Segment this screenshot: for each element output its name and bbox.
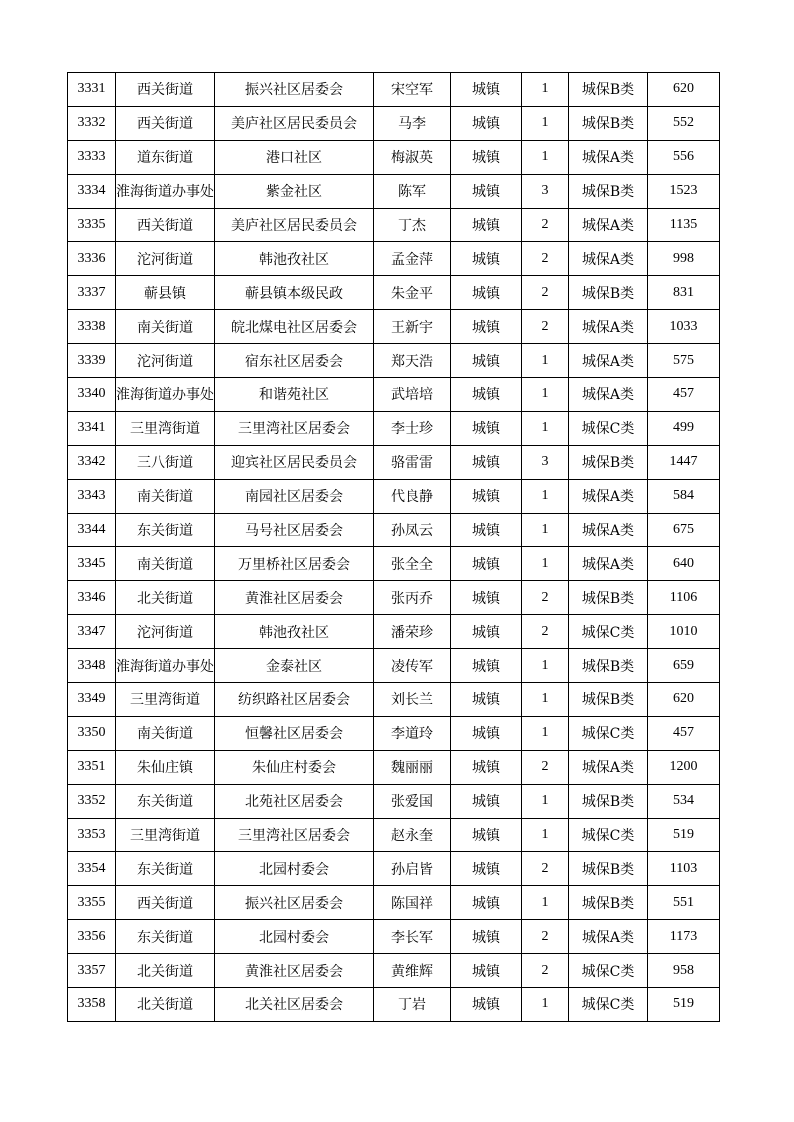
amount-cell: 675: [648, 513, 720, 547]
community-cell: 韩池孜社区: [215, 242, 374, 276]
area-type-cell: 城镇: [451, 649, 522, 683]
area-type-cell: 城镇: [451, 310, 522, 344]
category-cell: 城保B类: [569, 886, 648, 920]
household-count-cell: 3: [522, 174, 569, 208]
name-cell: 张全全: [374, 547, 451, 581]
community-cell: 美庐社区居民委员会: [215, 106, 374, 140]
category-cell: 城保A类: [569, 242, 648, 276]
row-number-cell: 3333: [68, 140, 116, 174]
category-cell: 城保A类: [569, 513, 648, 547]
household-count-cell: 2: [522, 750, 569, 784]
street-cell: 蕲县镇: [116, 276, 215, 310]
table-row: [68, 174, 720, 208]
amount-cell: 551: [648, 886, 720, 920]
amount-cell: 620: [648, 683, 720, 717]
table-row: [68, 378, 720, 412]
name-cell: 潘荣珍: [374, 615, 451, 649]
category-cell: 城保B类: [569, 73, 648, 107]
amount-cell: 659: [648, 649, 720, 683]
category-cell: 城保B类: [569, 683, 648, 717]
household-count-cell: 1: [522, 411, 569, 445]
table-row: [68, 852, 720, 886]
name-cell: 陈军: [374, 174, 451, 208]
street-cell: 西关街道: [116, 73, 215, 107]
area-type-cell: 城镇: [451, 784, 522, 818]
table-row: [68, 784, 720, 818]
street-cell: 南关街道: [116, 479, 215, 513]
category-cell: 城保C类: [569, 818, 648, 852]
row-number-cell: 3344: [68, 513, 116, 547]
community-cell: 黄淮社区居委会: [215, 954, 374, 988]
area-type-cell: 城镇: [451, 547, 522, 581]
household-count-cell: 2: [522, 242, 569, 276]
name-cell: 李道玲: [374, 716, 451, 750]
household-count-cell: 2: [522, 208, 569, 242]
street-cell: 三里湾街道: [116, 683, 215, 717]
name-cell: 代良静: [374, 479, 451, 513]
amount-cell: 1523: [648, 174, 720, 208]
table-row: [68, 750, 720, 784]
table-row: [68, 988, 720, 1022]
row-number-cell: 3332: [68, 106, 116, 140]
household-count-cell: 1: [522, 547, 569, 581]
area-type-cell: 城镇: [451, 750, 522, 784]
category-cell: 城保A类: [569, 310, 648, 344]
area-type-cell: 城镇: [451, 445, 522, 479]
amount-cell: 640: [648, 547, 720, 581]
community-cell: 南园社区居委会: [215, 479, 374, 513]
category-cell: 城保A类: [569, 208, 648, 242]
community-cell: 振兴社区居委会: [215, 886, 374, 920]
household-count-cell: 1: [522, 818, 569, 852]
name-cell: 陈国祥: [374, 886, 451, 920]
row-number-cell: 3353: [68, 818, 116, 852]
area-type-cell: 城镇: [451, 716, 522, 750]
row-number-cell: 3335: [68, 208, 116, 242]
area-type-cell: 城镇: [451, 886, 522, 920]
community-cell: 皖北煤电社区居委会: [215, 310, 374, 344]
area-type-cell: 城镇: [451, 513, 522, 547]
household-count-cell: 1: [522, 886, 569, 920]
row-number-cell: 3356: [68, 920, 116, 954]
street-cell: 东关街道: [116, 920, 215, 954]
household-count-cell: 1: [522, 683, 569, 717]
amount-cell: 556: [648, 140, 720, 174]
name-cell: 孟金萍: [374, 242, 451, 276]
row-number-cell: 3341: [68, 411, 116, 445]
street-cell: 沱河街道: [116, 344, 215, 378]
amount-cell: 519: [648, 988, 720, 1022]
name-cell: 丁杰: [374, 208, 451, 242]
name-cell: 李士珍: [374, 411, 451, 445]
category-cell: 城保A类: [569, 547, 648, 581]
street-cell: 三里湾街道: [116, 818, 215, 852]
amount-cell: 1447: [648, 445, 720, 479]
row-number-cell: 3342: [68, 445, 116, 479]
category-cell: 城保B类: [569, 276, 648, 310]
community-cell: 纺织路社区居委会: [215, 683, 374, 717]
row-number-cell: 3350: [68, 716, 116, 750]
amount-cell: 1033: [648, 310, 720, 344]
row-number-cell: 3331: [68, 73, 116, 107]
household-count-cell: 2: [522, 581, 569, 615]
area-type-cell: 城镇: [451, 73, 522, 107]
category-cell: 城保C类: [569, 411, 648, 445]
community-cell: 宿东社区居委会: [215, 344, 374, 378]
street-cell: 北关街道: [116, 581, 215, 615]
table-row: [68, 276, 720, 310]
category-cell: 城保C类: [569, 954, 648, 988]
row-number-cell: 3357: [68, 954, 116, 988]
household-count-cell: 2: [522, 954, 569, 988]
street-cell: 三里湾街道: [116, 411, 215, 445]
table-row: [68, 344, 720, 378]
row-number-cell: 3354: [68, 852, 116, 886]
table-row: [68, 547, 720, 581]
street-cell: 沱河街道: [116, 242, 215, 276]
area-type-cell: 城镇: [451, 378, 522, 412]
category-cell: 城保A类: [569, 479, 648, 513]
category-cell: 城保B类: [569, 174, 648, 208]
table-row: [68, 140, 720, 174]
community-cell: 黄淮社区居委会: [215, 581, 374, 615]
amount-cell: 499: [648, 411, 720, 445]
street-cell: 朱仙庄镇: [116, 750, 215, 784]
table-row: [68, 242, 720, 276]
table-row: [68, 716, 720, 750]
amount-cell: 575: [648, 344, 720, 378]
row-number-cell: 3340: [68, 378, 116, 412]
table-row: [68, 513, 720, 547]
table-row: [68, 818, 720, 852]
table-row: [68, 649, 720, 683]
table-row: [68, 683, 720, 717]
area-type-cell: 城镇: [451, 344, 522, 378]
community-cell: 振兴社区居委会: [215, 73, 374, 107]
street-cell: 西关街道: [116, 208, 215, 242]
table-body: [68, 73, 720, 1022]
street-cell: 道东街道: [116, 140, 215, 174]
street-cell: 南关街道: [116, 716, 215, 750]
community-cell: 三里湾社区居委会: [215, 411, 374, 445]
table-row: [68, 73, 720, 107]
household-count-cell: 1: [522, 106, 569, 140]
row-number-cell: 3346: [68, 581, 116, 615]
category-cell: 城保C类: [569, 988, 648, 1022]
table-row: [68, 411, 720, 445]
area-type-cell: 城镇: [451, 852, 522, 886]
name-cell: 魏丽丽: [374, 750, 451, 784]
area-type-cell: 城镇: [451, 920, 522, 954]
records-table: [67, 72, 720, 1022]
row-number-cell: 3336: [68, 242, 116, 276]
household-count-cell: 2: [522, 852, 569, 886]
category-cell: 城保B类: [569, 852, 648, 886]
community-cell: 和谐苑社区: [215, 378, 374, 412]
amount-cell: 1106: [648, 581, 720, 615]
category-cell: 城保A类: [569, 920, 648, 954]
category-cell: 城保B类: [569, 581, 648, 615]
community-cell: 紫金社区: [215, 174, 374, 208]
community-cell: 北园村委会: [215, 852, 374, 886]
table-row: [68, 310, 720, 344]
name-cell: 凌传军: [374, 649, 451, 683]
community-cell: 港口社区: [215, 140, 374, 174]
name-cell: 马李: [374, 106, 451, 140]
name-cell: 骆雷雷: [374, 445, 451, 479]
table-row: [68, 615, 720, 649]
household-count-cell: 1: [522, 649, 569, 683]
community-cell: 北关社区居委会: [215, 988, 374, 1022]
name-cell: 孙凤云: [374, 513, 451, 547]
row-number-cell: 3347: [68, 615, 116, 649]
name-cell: 黄维辉: [374, 954, 451, 988]
household-count-cell: 1: [522, 479, 569, 513]
street-cell: 东关街道: [116, 513, 215, 547]
table-row: [68, 106, 720, 140]
community-cell: 迎宾社区居民委员会: [215, 445, 374, 479]
community-cell: 北园村委会: [215, 920, 374, 954]
category-cell: 城保B类: [569, 106, 648, 140]
name-cell: 王新宇: [374, 310, 451, 344]
name-cell: 宋空军: [374, 73, 451, 107]
area-type-cell: 城镇: [451, 276, 522, 310]
household-count-cell: 1: [522, 140, 569, 174]
area-type-cell: 城镇: [451, 479, 522, 513]
area-type-cell: 城镇: [451, 140, 522, 174]
category-cell: 城保A类: [569, 140, 648, 174]
category-cell: 城保C类: [569, 716, 648, 750]
household-count-cell: 1: [522, 344, 569, 378]
row-number-cell: 3352: [68, 784, 116, 818]
name-cell: 孙启皆: [374, 852, 451, 886]
name-cell: 赵永奎: [374, 818, 451, 852]
community-cell: 万里桥社区居委会: [215, 547, 374, 581]
table-row: [68, 445, 720, 479]
amount-cell: 552: [648, 106, 720, 140]
name-cell: 张爱国: [374, 784, 451, 818]
household-count-cell: 1: [522, 988, 569, 1022]
table-row: [68, 479, 720, 513]
area-type-cell: 城镇: [451, 208, 522, 242]
table-row: [68, 581, 720, 615]
amount-cell: 958: [648, 954, 720, 988]
street-cell: 淮海街道办事处: [116, 174, 215, 208]
household-count-cell: 1: [522, 716, 569, 750]
street-cell: 东关街道: [116, 852, 215, 886]
row-number-cell: 3343: [68, 479, 116, 513]
table-row: [68, 208, 720, 242]
row-number-cell: 3337: [68, 276, 116, 310]
amount-cell: 519: [648, 818, 720, 852]
street-cell: 西关街道: [116, 886, 215, 920]
household-count-cell: 1: [522, 378, 569, 412]
household-count-cell: 1: [522, 513, 569, 547]
household-count-cell: 1: [522, 73, 569, 107]
category-cell: 城保C类: [569, 615, 648, 649]
street-cell: 沱河街道: [116, 615, 215, 649]
community-cell: 北苑社区居委会: [215, 784, 374, 818]
table-row: [68, 920, 720, 954]
street-cell: 西关街道: [116, 106, 215, 140]
community-cell: 韩池孜社区: [215, 615, 374, 649]
category-cell: 城保B类: [569, 784, 648, 818]
community-cell: 三里湾社区居委会: [215, 818, 374, 852]
amount-cell: 1103: [648, 852, 720, 886]
name-cell: 丁岩: [374, 988, 451, 1022]
area-type-cell: 城镇: [451, 818, 522, 852]
table-row: [68, 886, 720, 920]
amount-cell: 1135: [648, 208, 720, 242]
street-cell: 北关街道: [116, 954, 215, 988]
name-cell: 朱金平: [374, 276, 451, 310]
row-number-cell: 3348: [68, 649, 116, 683]
street-cell: 淮海街道办事处: [116, 649, 215, 683]
name-cell: 张丙乔: [374, 581, 451, 615]
area-type-cell: 城镇: [451, 242, 522, 276]
area-type-cell: 城镇: [451, 581, 522, 615]
name-cell: 武培培: [374, 378, 451, 412]
name-cell: 刘长兰: [374, 683, 451, 717]
category-cell: 城保B类: [569, 649, 648, 683]
row-number-cell: 3349: [68, 683, 116, 717]
amount-cell: 1010: [648, 615, 720, 649]
community-cell: 马号社区居委会: [215, 513, 374, 547]
household-count-cell: 3: [522, 445, 569, 479]
amount-cell: 998: [648, 242, 720, 276]
amount-cell: 1173: [648, 920, 720, 954]
category-cell: 城保A类: [569, 750, 648, 784]
category-cell: 城保A类: [569, 378, 648, 412]
household-count-cell: 2: [522, 276, 569, 310]
area-type-cell: 城镇: [451, 988, 522, 1022]
community-cell: 恒馨社区居委会: [215, 716, 374, 750]
row-number-cell: 3338: [68, 310, 116, 344]
category-cell: 城保A类: [569, 344, 648, 378]
amount-cell: 457: [648, 378, 720, 412]
street-cell: 南关街道: [116, 310, 215, 344]
community-cell: 蕲县镇本级民政: [215, 276, 374, 310]
community-cell: 金泰社区: [215, 649, 374, 683]
street-cell: 淮海街道办事处: [116, 378, 215, 412]
name-cell: 梅淑英: [374, 140, 451, 174]
amount-cell: 620: [648, 73, 720, 107]
community-cell: 美庐社区居民委员会: [215, 208, 374, 242]
street-cell: 东关街道: [116, 784, 215, 818]
row-number-cell: 3351: [68, 750, 116, 784]
household-count-cell: 2: [522, 615, 569, 649]
household-count-cell: 2: [522, 310, 569, 344]
amount-cell: 457: [648, 716, 720, 750]
street-cell: 南关街道: [116, 547, 215, 581]
row-number-cell: 3334: [68, 174, 116, 208]
category-cell: 城保B类: [569, 445, 648, 479]
area-type-cell: 城镇: [451, 683, 522, 717]
street-cell: 三八街道: [116, 445, 215, 479]
row-number-cell: 3355: [68, 886, 116, 920]
table-row: [68, 954, 720, 988]
amount-cell: 534: [648, 784, 720, 818]
area-type-cell: 城镇: [451, 411, 522, 445]
name-cell: 郑天浩: [374, 344, 451, 378]
name-cell: 李长军: [374, 920, 451, 954]
row-number-cell: 3358: [68, 988, 116, 1022]
community-cell: 朱仙庄村委会: [215, 750, 374, 784]
area-type-cell: 城镇: [451, 106, 522, 140]
area-type-cell: 城镇: [451, 174, 522, 208]
area-type-cell: 城镇: [451, 615, 522, 649]
area-type-cell: 城镇: [451, 954, 522, 988]
amount-cell: 1200: [648, 750, 720, 784]
amount-cell: 584: [648, 479, 720, 513]
amount-cell: 831: [648, 276, 720, 310]
row-number-cell: 3345: [68, 547, 116, 581]
household-count-cell: 1: [522, 784, 569, 818]
row-number-cell: 3339: [68, 344, 116, 378]
street-cell: 北关街道: [116, 988, 215, 1022]
household-count-cell: 2: [522, 920, 569, 954]
